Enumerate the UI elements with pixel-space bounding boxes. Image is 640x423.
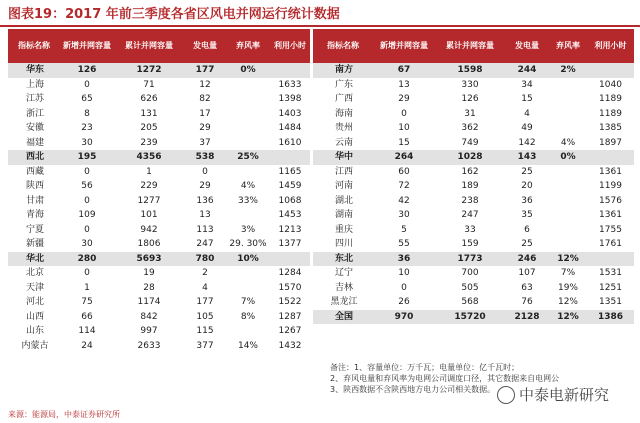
- table-row: [8, 237, 310, 252]
- region-summary-row: [313, 252, 634, 267]
- header-curtailment-rate: 弃风率: [549, 29, 587, 63]
- header-utilization-hours: 利用小时: [587, 29, 634, 63]
- table-cell: 82: [199, 94, 211, 104]
- table-row: [8, 339, 310, 354]
- table-cell: 239: [140, 137, 158, 148]
- table-cell: 538: [184, 150, 226, 165]
- table-cell: 安徽: [25, 123, 44, 133]
- table-cell: 33%: [237, 195, 258, 206]
- region-summary-row: [313, 63, 634, 78]
- region-summary-row: [8, 150, 310, 165]
- table-cell: 1040: [599, 79, 622, 90]
- table-cell: 7%: [560, 268, 576, 278]
- table-cell: [587, 63, 634, 78]
- table-cell: 1610: [278, 137, 302, 148]
- table-cell: 北京: [25, 268, 44, 278]
- table-cell: 189: [461, 181, 479, 191]
- table-cell: 内蒙古: [21, 340, 49, 351]
- table-cell: 东北: [313, 252, 373, 267]
- table-cell: 1755: [599, 224, 622, 235]
- table-cell: 20: [521, 181, 533, 191]
- table-cell: 2%: [549, 63, 587, 78]
- table-cell: 1570: [278, 282, 302, 293]
- table-cell: 1213: [278, 224, 302, 235]
- table-cell: 1174: [137, 297, 161, 307]
- table-cell: 四川: [334, 239, 353, 249]
- table-cell: 1761: [599, 239, 622, 249]
- right-data-table: [313, 29, 634, 324]
- table-cell: 29: [398, 94, 410, 104]
- table-cell: 河北: [25, 297, 44, 307]
- table-cell: 南方: [313, 63, 373, 78]
- table-cell: 25%: [226, 150, 270, 165]
- table-cell: 26: [398, 297, 410, 307]
- brand-name: 中泰电新研究: [519, 386, 610, 404]
- table-cell: 19: [143, 268, 155, 278]
- table-cell: 1576: [599, 195, 622, 206]
- table-cell: 1189: [599, 108, 622, 119]
- table-cell: 238: [461, 195, 479, 206]
- table-cell: 10: [398, 123, 410, 133]
- table-cell: [226, 92, 270, 107]
- table-cell: 1453: [278, 210, 302, 220]
- table-cell: [270, 252, 310, 267]
- brand-watermark: [497, 384, 637, 406]
- table-row: [313, 208, 634, 223]
- table-row: [8, 266, 310, 281]
- table-cell: 970: [373, 310, 435, 325]
- table-cell: 1028: [435, 150, 505, 165]
- table-row: [313, 165, 634, 180]
- table-cell: 126: [60, 63, 114, 78]
- table-cell: 1432: [278, 340, 302, 351]
- table-cell: 5: [401, 224, 407, 235]
- region-summary-row: [8, 252, 310, 267]
- table-cell: 13: [199, 210, 211, 220]
- table-cell: 浙江: [25, 108, 44, 119]
- table-cell: 1531: [599, 268, 622, 278]
- table-cell: 107: [518, 268, 536, 278]
- header-cumulative-capacity: 累计并网容量: [114, 29, 184, 63]
- table-cell: 33: [464, 224, 476, 235]
- table-cell: 35: [521, 210, 533, 220]
- table-cell: 4: [202, 282, 208, 293]
- table-cell: 23: [81, 123, 93, 133]
- wechat-logo-icon: [497, 386, 515, 404]
- table-cell: 28: [143, 282, 155, 293]
- region-summary-row: [8, 63, 310, 78]
- table-cell: 天津: [25, 282, 44, 293]
- table-cell: 1351: [599, 297, 622, 307]
- table-cell: 1897: [599, 137, 622, 148]
- table-cell: 广西: [334, 94, 353, 104]
- table-cell: 甘肃: [25, 195, 44, 206]
- table-cell: 1287: [278, 311, 302, 322]
- table-cell: 1277: [137, 195, 161, 206]
- table-cell: 36: [521, 195, 533, 206]
- table-cell: 1398: [278, 94, 302, 104]
- table-cell: 湖南: [334, 210, 353, 220]
- table-cell: 10: [398, 268, 410, 278]
- table-cell: 4%: [240, 181, 256, 191]
- table-cell: 西北: [8, 150, 60, 165]
- table-cell: 1165: [278, 166, 302, 177]
- table-cell: [226, 266, 270, 281]
- table-cell: 15720: [435, 310, 505, 325]
- table-cell: 131: [140, 108, 158, 119]
- table-cell: 280: [60, 252, 114, 267]
- table-cell: 8: [84, 108, 90, 119]
- table-cell: 105: [196, 311, 214, 322]
- table-cell: 115: [196, 326, 214, 336]
- table-cell: 3%: [240, 224, 256, 235]
- table-cell: 1189: [599, 94, 622, 104]
- table-row: [8, 223, 310, 238]
- table-cell: 42: [398, 195, 410, 206]
- table-cell: 15: [521, 94, 533, 104]
- table-cell: 0: [401, 108, 407, 119]
- table-cell: 101: [140, 210, 158, 220]
- table-row: [313, 78, 634, 93]
- table-cell: 568: [461, 297, 479, 307]
- table-cell: 60: [398, 166, 410, 177]
- table-cell: 0: [84, 268, 90, 278]
- table-cell: 136: [196, 195, 214, 206]
- table-cell: 华中: [313, 150, 373, 165]
- table-cell: 65: [81, 94, 93, 104]
- right-header-row: [313, 29, 634, 63]
- table-cell: 4356: [114, 150, 184, 165]
- table-cell: 162: [461, 166, 479, 177]
- table-cell: 244: [505, 63, 549, 78]
- note-line: 备注：1、容量单位：万千瓦；电量单位：亿千瓦时；: [330, 363, 520, 372]
- table-cell: 113: [196, 224, 214, 235]
- table-cell: 江苏: [25, 94, 44, 104]
- table-cell: 34: [521, 79, 533, 90]
- header-generation: 发电量: [184, 29, 226, 63]
- table-cell: 上海: [25, 79, 44, 90]
- table-cell: 36: [373, 252, 435, 267]
- table-cell: 广东: [334, 79, 353, 90]
- table-cell: 1773: [435, 252, 505, 267]
- table-cell: 1386: [587, 310, 634, 325]
- table-row: [313, 223, 634, 238]
- table-cell: [226, 208, 270, 223]
- table-cell: 17: [199, 108, 211, 119]
- table-cell: [549, 92, 587, 107]
- table-cell: 842: [140, 311, 158, 322]
- table-cell: 143: [505, 150, 549, 165]
- table-row: [8, 208, 310, 223]
- table-row: [8, 295, 310, 310]
- table-cell: 109: [78, 210, 96, 220]
- table-cell: [226, 107, 270, 122]
- table-cell: [587, 252, 634, 267]
- table-cell: 辽宁: [334, 268, 353, 278]
- table-cell: [226, 165, 270, 180]
- source-line: 来源：能源局，中泰证券研究所: [8, 410, 120, 419]
- table-cell: 264: [373, 150, 435, 165]
- table-cell: 1377: [278, 239, 302, 249]
- table-cell: 67: [373, 63, 435, 78]
- header-indicator-name: 指标名称: [313, 29, 373, 63]
- table-cell: 66: [81, 311, 93, 322]
- table-cell: 1598: [435, 63, 505, 78]
- table-cell: 宁夏: [25, 224, 44, 235]
- table-cell: [549, 237, 587, 252]
- table-cell: 1251: [599, 282, 622, 293]
- table-cell: 24: [81, 340, 93, 351]
- table-cell: 626: [140, 94, 158, 104]
- table-row: [313, 121, 634, 136]
- table-cell: 159: [461, 239, 479, 249]
- table-cell: 247: [461, 210, 479, 220]
- table-cell: 0%: [549, 150, 587, 165]
- table-cell: 0%: [226, 63, 270, 78]
- table-cell: 重庆: [334, 224, 353, 235]
- header-new-capacity: 新增并网容量: [60, 29, 114, 63]
- table-cell: 华北: [8, 252, 60, 267]
- table-cell: 75: [81, 297, 93, 307]
- left-data-table: [8, 29, 310, 353]
- table-cell: 13: [398, 79, 410, 90]
- table-cell: 10%: [226, 252, 270, 267]
- figure-title: 图表19：2017 年前三季度各省区风电并网运行统计数据: [8, 7, 340, 22]
- table-row: [8, 78, 310, 93]
- table-cell: [549, 179, 587, 194]
- table-row: [8, 107, 310, 122]
- table-cell: 1068: [278, 195, 302, 206]
- table-cell: 山西: [25, 311, 44, 322]
- table-cell: 142: [518, 137, 536, 148]
- table-row: [313, 237, 634, 252]
- table-row: [8, 194, 310, 209]
- table-cell: 黑龙江: [330, 297, 358, 307]
- table-row: [8, 121, 310, 136]
- table-cell: 新疆: [25, 239, 44, 249]
- header-generation: 发电量: [505, 29, 549, 63]
- table-cell: 0: [84, 79, 90, 90]
- table-cell: [549, 78, 587, 93]
- table-cell: 56: [81, 181, 93, 191]
- table-row: [313, 107, 634, 122]
- table-cell: 福建: [25, 137, 44, 148]
- table-cell: 2633: [137, 340, 161, 351]
- figure-title-bar: [0, 0, 640, 27]
- table-cell: 1267: [278, 326, 302, 336]
- table-cell: 云南: [334, 137, 353, 148]
- table-row: [8, 136, 310, 151]
- table-cell: 72: [398, 181, 410, 191]
- table-cell: 0: [401, 282, 407, 293]
- table-cell: 1199: [599, 181, 622, 191]
- table-cell: 山东: [25, 326, 44, 336]
- table-cell: 4%: [560, 137, 576, 148]
- table-row: [313, 136, 634, 151]
- table-cell: [549, 121, 587, 136]
- table-cell: 河南: [334, 181, 353, 191]
- header-new-capacity: 新增并网容量: [373, 29, 435, 63]
- table-cell: 全国: [313, 310, 373, 325]
- table-row: [313, 295, 634, 310]
- table-cell: 942: [140, 224, 158, 235]
- region-summary-row: [313, 310, 634, 325]
- table-cell: 330: [461, 79, 479, 90]
- table-row: [8, 165, 310, 180]
- note-line: 2、弃风电量和弃风率为电网公司调度口径，其它数据来自电网公: [330, 374, 560, 383]
- table-cell: 14%: [237, 340, 258, 351]
- table-row: [313, 266, 634, 281]
- table-cell: 1484: [278, 123, 302, 133]
- table-cell: 1361: [599, 210, 622, 220]
- table-cell: 1633: [278, 79, 302, 90]
- table-cell: 30: [398, 210, 410, 220]
- table-row: [8, 310, 310, 325]
- table-cell: 29: [199, 181, 211, 191]
- table-cell: 吉林: [334, 282, 353, 293]
- table-row: [313, 281, 634, 296]
- table-cell: 229: [140, 181, 158, 191]
- table-cell: 37: [199, 137, 211, 148]
- table-cell: 4: [524, 108, 530, 119]
- table-cell: 997: [140, 326, 158, 336]
- table-cell: 15: [398, 137, 410, 148]
- table-cell: 西藏: [25, 166, 44, 177]
- table-cell: [270, 150, 310, 165]
- table-cell: 海南: [334, 108, 353, 119]
- table-cell: 12%: [557, 297, 578, 307]
- table-cell: 1522: [278, 297, 302, 307]
- table-cell: 青海: [25, 210, 44, 220]
- table-cell: 0: [84, 166, 90, 177]
- table-cell: [270, 63, 310, 78]
- table-cell: 126: [461, 94, 479, 104]
- table-cell: 0: [84, 224, 90, 235]
- header-indicator-name: 指标名称: [8, 29, 60, 63]
- table-row: [313, 92, 634, 107]
- table-cell: 1272: [114, 63, 184, 78]
- table-cell: [226, 136, 270, 151]
- header-curtailment-rate: 弃风率: [226, 29, 270, 63]
- table-cell: [226, 324, 270, 339]
- table-cell: 12: [199, 79, 211, 90]
- table-cell: 湖北: [334, 195, 353, 206]
- table-cell: 19%: [557, 282, 578, 293]
- table-cell: 贵州: [334, 123, 353, 133]
- region-summary-row: [313, 150, 634, 165]
- table-cell: [549, 223, 587, 238]
- table-cell: 江西: [334, 166, 353, 177]
- table-cell: 1284: [278, 268, 302, 278]
- table-cell: 30: [81, 137, 93, 148]
- table-cell: 114: [78, 326, 96, 336]
- table-cell: 195: [60, 150, 114, 165]
- table-cell: 华东: [8, 63, 60, 78]
- table-cell: 8%: [240, 311, 256, 322]
- table-cell: 29. 30%: [229, 239, 267, 249]
- table-cell: 30: [81, 239, 93, 249]
- table-cell: 5693: [114, 252, 184, 267]
- table-cell: [549, 194, 587, 209]
- table-cell: [549, 208, 587, 223]
- table-cell: 陕西: [25, 181, 44, 191]
- table-cell: 6: [524, 224, 530, 235]
- table-cell: 700: [461, 268, 479, 278]
- table-cell: 29: [199, 123, 211, 133]
- table-cell: [226, 121, 270, 136]
- table-cell: 31: [464, 108, 476, 119]
- table-cell: 25: [521, 239, 533, 249]
- header-cumulative-capacity: 累计并网容量: [435, 29, 505, 63]
- table-row: [8, 179, 310, 194]
- table-cell: [587, 150, 634, 165]
- table-cell: [226, 281, 270, 296]
- table-cell: 1: [84, 282, 90, 293]
- table-cell: 505: [461, 282, 479, 293]
- table-cell: 377: [196, 340, 214, 351]
- table-cell: 0: [202, 166, 208, 177]
- table-cell: [549, 165, 587, 180]
- table-cell: 177: [196, 297, 214, 307]
- table-cell: 71: [143, 79, 155, 90]
- table-cell: 49: [521, 123, 533, 133]
- table-cell: 25: [521, 166, 533, 177]
- table-cell: 1361: [599, 166, 622, 177]
- table-cell: 247: [196, 239, 214, 249]
- table-cell: 1806: [137, 239, 161, 249]
- table-cell: 63: [521, 282, 533, 293]
- table-row: [313, 194, 634, 209]
- table-cell: 0: [84, 195, 90, 206]
- table-cell: [226, 78, 270, 93]
- table-cell: 780: [184, 252, 226, 267]
- table-cell: 177: [184, 63, 226, 78]
- table-cell: 1: [146, 166, 152, 177]
- table-cell: 55: [398, 239, 410, 249]
- table-cell: 1385: [599, 123, 622, 133]
- table-cell: [549, 107, 587, 122]
- table-cell: 1403: [278, 108, 302, 119]
- left-header-row: [8, 29, 310, 63]
- table-cell: 205: [140, 123, 158, 133]
- header-utilization-hours: 利用小时: [270, 29, 310, 63]
- table-row: [8, 324, 310, 339]
- table-row: [313, 179, 634, 194]
- table-cell: 2128: [505, 310, 549, 325]
- table-cell: 362: [461, 123, 479, 133]
- table-cell: 12%: [549, 252, 587, 267]
- table-row: [8, 281, 310, 296]
- table-cell: 246: [505, 252, 549, 267]
- table-cell: 749: [461, 137, 479, 148]
- table-cell: 1459: [278, 181, 302, 191]
- table-cell: 7%: [240, 297, 256, 307]
- table-cell: 2: [202, 268, 208, 278]
- note-line: 3、陕西数据不含陕西地方电力公司相关数据。: [330, 385, 496, 394]
- table-cell: 76: [521, 297, 533, 307]
- table-row: [8, 92, 310, 107]
- table-cell: 12%: [549, 310, 587, 325]
